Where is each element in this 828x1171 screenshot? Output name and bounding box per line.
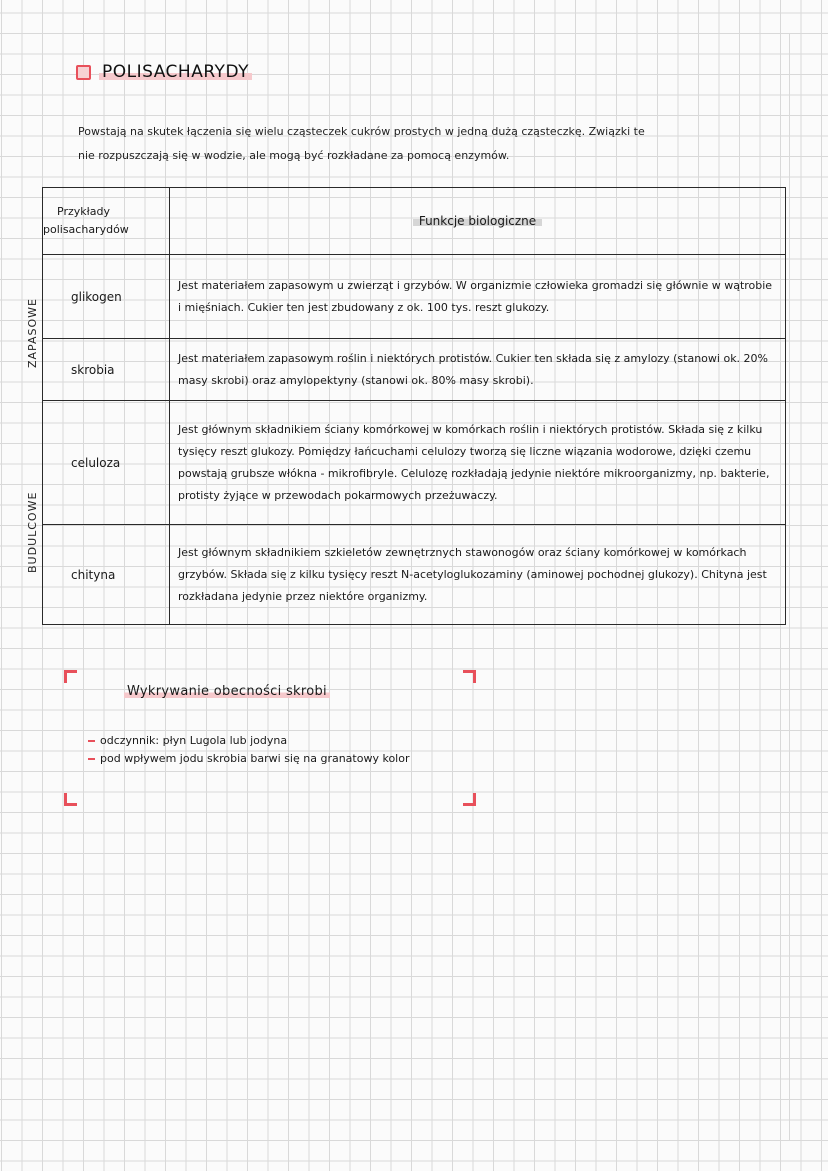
list-item-text: odczynnik: płyn Lugola lub jodyna bbox=[100, 734, 288, 747]
intro-line-1: Powstają na skutek łączenia się wielu cząsteczek cukrów prostych w jedną dużą cząsteczkę. Związki te bbox=[78, 125, 645, 138]
table-row bbox=[43, 525, 786, 625]
detection-title: Wykrywanie obecności skrobi bbox=[124, 684, 330, 699]
header-functions bbox=[170, 188, 786, 255]
intro-line-2: nie rozpuszczają się w wodzie, ale mogą być rozkładane za pomocą enzymów. bbox=[78, 149, 510, 162]
corner-top-right-icon bbox=[463, 670, 476, 683]
corner-bottom-right-icon bbox=[463, 793, 476, 806]
row-function: Jest głównym składnikiem ściany komórkowej w komórkach roślin i niektórych protistów. Składa się z kilku tysięcy reszt glukozy. Pomiędzy łańcuchami celulozy tworzą się liczne wiązania wodorowe, dzięki czemu powstają grubsze włókna - mikrofibryle. Celulozę rozkładają jedynie niektóre mikroorganizmy, np. bakterie, protisty żyjące w przewodach pokarmowych przeżuwaczy. bbox=[170, 401, 786, 525]
checkbox-icon bbox=[76, 65, 91, 80]
list-item bbox=[88, 750, 409, 768]
row-function: Jest głównym składnikiem szkieletów zewnętrznych stawonogów oraz ściany komórkowej w komórkach grzybów. Składa się z kilku tysięcy reszt N-acetyloglukozaminy (aminowej pochodnej glukozy). Chityna jest rozkładana jedynie przez niektóre organizmy. bbox=[170, 525, 786, 625]
table-header-row bbox=[43, 188, 786, 255]
table-row bbox=[43, 339, 786, 401]
list-item-text: pod wpływem jodu skrobia barwi się na granatowy kolor bbox=[100, 752, 410, 765]
title-row bbox=[76, 62, 252, 82]
header-examples-line-1: Przykłady bbox=[57, 205, 110, 218]
corner-bottom-left-icon bbox=[64, 793, 77, 806]
row-function: Jest materiałem zapasowym roślin i niektórych protistów. Cukier ten składa się z amylozy (stanowi ok. 20% masy skrobi) oraz amylopektyny (stanowi ok. 80% masy skrobi). bbox=[170, 339, 786, 401]
list-item bbox=[88, 732, 409, 750]
dash-bullet-icon bbox=[88, 740, 95, 742]
dash-bullet-icon bbox=[88, 758, 95, 760]
table-row bbox=[43, 255, 786, 339]
header-examples-line-2: polisacharydów bbox=[43, 223, 129, 236]
row-name: skrobia bbox=[43, 339, 170, 401]
header-examples bbox=[43, 188, 170, 255]
row-name: celuloza bbox=[43, 401, 170, 525]
row-name: glikogen bbox=[43, 255, 170, 339]
row-name: chityna bbox=[43, 525, 170, 625]
detection-box bbox=[64, 670, 476, 806]
table-row bbox=[43, 401, 786, 525]
page-title: POLISACHARYDY bbox=[99, 62, 252, 82]
header-functions-label: Funkcje biologiczne bbox=[413, 214, 542, 228]
intro-text bbox=[78, 120, 768, 168]
row-function: Jest materiałem zapasowym u zwierząt i grzybów. W organizmie człowieka gromadzi się głównie w wątrobie i mięśniach. Cukier ten jest zbudowany z ok. 100 tys. reszt glukozy. bbox=[170, 255, 786, 339]
corner-top-left-icon bbox=[64, 670, 77, 683]
polysaccharide-table bbox=[42, 187, 786, 625]
detection-list bbox=[88, 732, 409, 768]
side-label-structural: BUDULCOWE bbox=[26, 491, 39, 573]
side-label-storage: ZAPASOWE bbox=[26, 298, 39, 368]
